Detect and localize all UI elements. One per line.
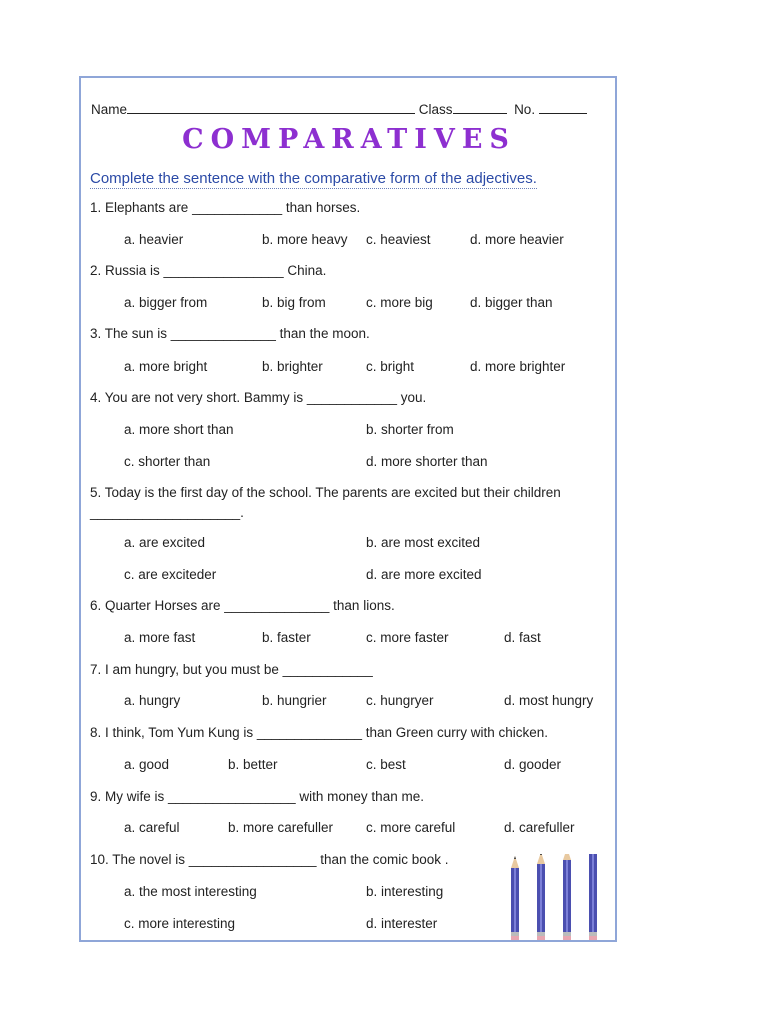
question-10-option-a[interactable]: a. the most interesting xyxy=(124,884,257,899)
question-2-option-c[interactable]: c. more big xyxy=(366,295,433,310)
question-8-option-d[interactable]: d. gooder xyxy=(504,757,562,772)
question-1-option-b[interactable]: b. more heavy xyxy=(262,232,348,247)
question-1-option-a[interactable]: a. heavier xyxy=(124,232,184,247)
class-blank[interactable] xyxy=(453,112,507,114)
question-7: 7. I am hungry, but you must be ____________ xyxy=(90,662,373,677)
question-4-option-d[interactable]: d. more shorter than xyxy=(366,454,488,469)
question-1-option-c[interactable]: c. heaviest xyxy=(366,232,431,247)
question-7-option-a[interactable]: a. hungry xyxy=(124,693,181,708)
question-9-option-b[interactable]: b. more carefuller xyxy=(228,820,334,835)
name-blank[interactable] xyxy=(127,112,415,114)
question-2-option-b[interactable]: b. big from xyxy=(262,295,326,310)
question-2-option-d[interactable]: d. bigger than xyxy=(470,295,553,310)
question-10-option-b[interactable]: b. interesting xyxy=(366,884,444,899)
question-1: 1. Elephants are ____________ than horses. xyxy=(90,200,361,215)
page-title: COMPARATIVES xyxy=(182,124,516,155)
question-4-option-c[interactable]: c. shorter than xyxy=(124,454,211,469)
question-8-option-c[interactable]: c. best xyxy=(366,757,406,772)
question-2: 2. Russia is ________________ China. xyxy=(90,263,327,278)
question-7-option-d[interactable]: d. most hungry xyxy=(504,693,594,708)
question-5-blank: ____________________. xyxy=(90,505,244,520)
header-line xyxy=(91,102,601,117)
class-label: Class xyxy=(418,102,453,117)
question-3-option-a[interactable]: a. more bright xyxy=(124,359,208,374)
question-6-option-a[interactable]: a. more fast xyxy=(124,630,196,645)
pencil-icon xyxy=(511,856,519,940)
question-4-option-b[interactable]: b. shorter from xyxy=(366,422,454,437)
question-9-option-a[interactable]: a. careful xyxy=(124,820,180,835)
no-label: No. xyxy=(514,102,536,117)
name-label: Name xyxy=(91,102,128,117)
question-9-option-d[interactable]: d. carefuller xyxy=(504,820,575,835)
question-10: 10. The novel is _________________ than the comic book . xyxy=(90,852,449,867)
question-1-option-d[interactable]: d. more heavier xyxy=(470,232,564,247)
worksheet xyxy=(79,76,617,942)
question-3-option-b[interactable]: b. brighter xyxy=(262,359,323,374)
question-3-option-d[interactable]: d. more brighter xyxy=(470,359,566,374)
question-10-option-d[interactable]: d. interester xyxy=(366,916,438,931)
question-2-option-a[interactable]: a. bigger from xyxy=(124,295,208,310)
pencil-icon xyxy=(589,854,597,940)
no-blank[interactable] xyxy=(539,112,587,114)
question-3: 3. The sun is ______________ than the moon. xyxy=(90,326,370,341)
question-4-option-a[interactable]: a. more short than xyxy=(124,422,234,437)
question-5-option-b[interactable]: b. are most excited xyxy=(366,535,481,550)
question-9-option-c[interactable]: c. more careful xyxy=(366,820,456,835)
question-7-option-c[interactable]: c. hungryer xyxy=(366,693,434,708)
question-9: 9. My wife is _________________ with money than me. xyxy=(90,789,424,804)
question-6-option-d[interactable]: d. fast xyxy=(504,630,541,645)
question-5: 5. Today is the first day of the school. The parents are excited but their children xyxy=(90,485,561,500)
question-6: 6. Quarter Horses are ______________ than lions. xyxy=(90,598,395,613)
question-5-option-c[interactable]: c. are exciteder xyxy=(124,567,217,582)
question-8-option-b[interactable]: b. better xyxy=(228,757,278,772)
question-8-option-a[interactable]: a. good xyxy=(124,757,170,772)
question-5-option-a[interactable]: a. are excited xyxy=(124,535,206,550)
pencil-icon xyxy=(537,854,545,940)
pencil-icon xyxy=(563,854,571,940)
question-5-option-d[interactable]: d. are more excited xyxy=(366,567,482,582)
question-10-option-c[interactable]: c. more interesting xyxy=(124,916,236,931)
question-3-option-c[interactable]: c. bright xyxy=(366,359,415,374)
question-7-option-b[interactable]: b. hungrier xyxy=(262,693,327,708)
question-4: 4. You are not very short. Bammy is ____________ you. xyxy=(90,390,427,405)
question-6-option-b[interactable]: b. faster xyxy=(262,630,311,645)
pencils-illustration xyxy=(499,854,609,944)
question-8: 8. I think, Tom Yum Kung is ______________ than Green curry with chicken. xyxy=(90,725,549,740)
question-6-option-c[interactable]: c. more faster xyxy=(366,630,449,645)
instruction-text: Complete the sentence with the comparative form of the adjectives. xyxy=(90,170,537,187)
